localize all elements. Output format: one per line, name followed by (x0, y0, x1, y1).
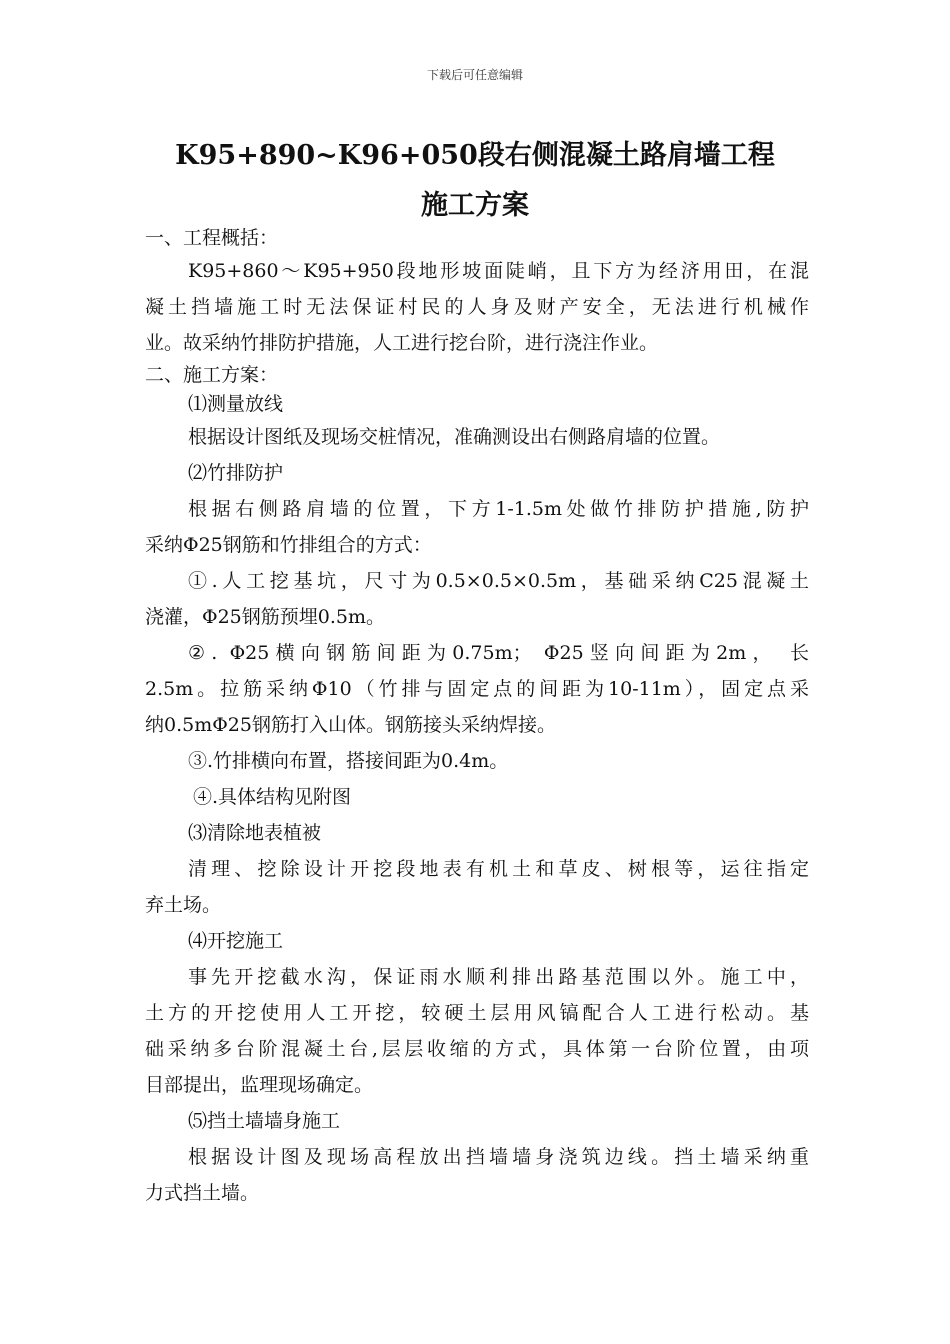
subsection-heading-bamboo: ⑵竹排防护 (188, 462, 284, 484)
list-item-2: ②. Φ25横向钢筋间距为0.75m； Φ25竖向间距为2m， 长 (188, 642, 809, 664)
section-heading-plan: 二、施工方案： (145, 364, 279, 386)
paragraph-line: 根据设计图纸及现场交桩情况，准确测设出右侧路肩墙的位置。 (188, 426, 721, 448)
document-body (145, 224, 809, 1211)
subsection-heading-clearing: ⑶清除地表植被 (188, 822, 322, 844)
paragraph-line: 采纳Φ25钢筋和竹排组合的方式： (145, 534, 432, 556)
paragraph-line: 事先开挖截水沟，保证雨水顺利排出路基范围以外。施工中， (188, 966, 809, 988)
paragraph-line: K95+860～K95+950段地形坡面陡峭，且下方为经济用田，在混 (188, 260, 809, 282)
section-heading-overview: 一、工程概括： (145, 227, 279, 249)
paragraph-line: 清理、挖除设计开挖段地表有机土和草皮、树根等，运往指定 (188, 858, 809, 880)
paragraph-line: 2.5m。拉筋采纳Φ10（竹排与固定点的间距为10-11m），固定点采 (145, 678, 809, 700)
download-note: 下载后可任意编辑 (426, 68, 523, 82)
paragraph-line: 凝土挡墙施工时无法保证村民的人身及财产安全，无法进行机械作 (145, 296, 809, 318)
list-item-1: ①.人工挖基坑，尺寸为0.5×0.5×0.5m，基础采纳C25混凝土 (188, 570, 809, 592)
paragraph-line: 础采纳多台阶混凝土台,层层收缩的方式，具体第一台阶位置，由项 (145, 1038, 809, 1060)
paragraph-line: 弃土场。 (145, 894, 222, 916)
paragraph-line: 根据右侧路肩墙的位置，下方1-1.5m处做竹排防护措施,防护 (188, 498, 809, 520)
subsection-heading-wall: ⑸挡土墙墙身施工 (188, 1110, 341, 1132)
paragraph-line: 根据设计图及现场高程放出挡墙墙身浇筑边线。挡土墙采纳重 (188, 1146, 809, 1168)
document-title: K95+890~K96+050段右侧混凝土路肩墙工程 (175, 140, 775, 171)
subsection-heading-survey: ⑴测量放线 (188, 393, 284, 415)
paragraph-line: 土方的开挖使用人工开挖，较硬土层用风镐配合人工进行松动。基 (145, 1002, 809, 1024)
paragraph-line: 浇灌，Φ25钢筋预埋0.5m。 (145, 606, 385, 628)
paragraph-line: 业。故采纳竹排防护措施，人工进行挖台阶，进行浇注作业。 (145, 332, 659, 354)
list-item-4: ④.具体结构见附图 (193, 786, 352, 808)
paragraph-line: 力式挡土墙。 (145, 1182, 260, 1204)
list-item-3: ③.竹排横向布置，搭接间距为0.4m。 (188, 750, 509, 772)
document-subtitle: 施工方案 (421, 190, 529, 221)
paragraph-line: 纳0.5mΦ25钢筋打入山体。钢筋接头采纳焊接。 (145, 714, 556, 736)
subsection-heading-excavation: ⑷开挖施工 (188, 930, 284, 952)
paragraph-line: 目部提出，监理现场确定。 (145, 1074, 374, 1096)
